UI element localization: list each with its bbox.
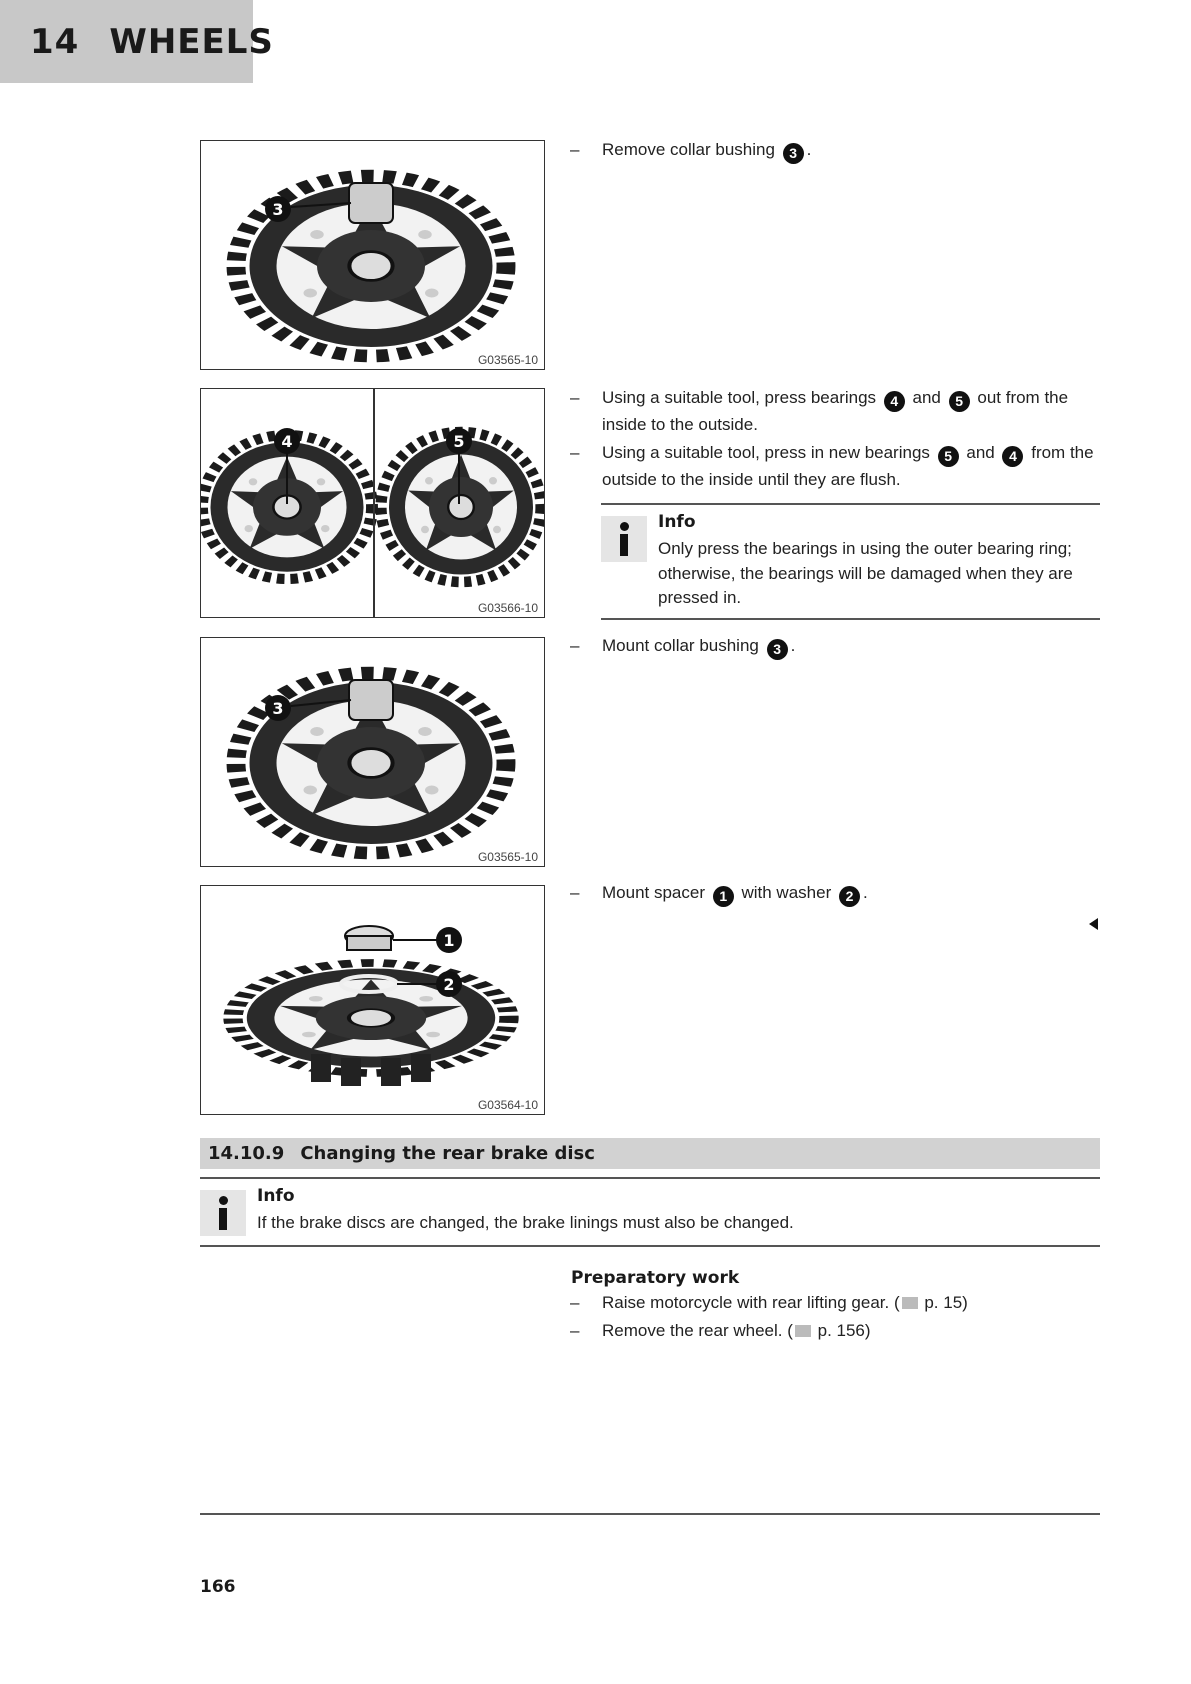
step-end: . <box>862 883 868 902</box>
info-rule-top <box>200 1177 1100 1179</box>
step-text: Using a suitable tool, press bearings <box>602 388 877 407</box>
step-press-bearings-in <box>570 440 1100 492</box>
callout-badge: 2 <box>839 886 860 907</box>
step-remove-collar-bushing <box>570 137 1100 164</box>
step-dash: – <box>570 140 580 159</box>
info-text: Only press the bearings in using the outer bearing ring; otherwise, the bearings will be damaged when they are pressed in. <box>658 539 1073 607</box>
prep-item <box>570 1318 1100 1343</box>
figure-press-bearings <box>200 388 545 618</box>
page-number: 166 <box>200 1577 236 1597</box>
prep-item <box>570 1290 1100 1315</box>
step-text: with washer <box>741 883 832 902</box>
info-rule-bottom <box>601 618 1100 620</box>
section-title: Changing the rear brake disc <box>300 1143 595 1164</box>
page-reference-link[interactable]: p. 15) <box>924 1293 968 1312</box>
figure-code: G03566-10 <box>477 601 538 615</box>
sprocket-spacer-illustration <box>201 886 545 1115</box>
step-text: Remove collar bushing <box>602 140 775 159</box>
step-text: and <box>912 388 941 407</box>
figure-mount-collar-bushing <box>200 637 545 867</box>
callout-badge: 3 <box>767 639 788 660</box>
chapter-number: 14 <box>30 21 80 62</box>
step-text: Mount spacer <box>602 883 705 902</box>
info-text: If the brake discs are changed, the brake linings must also be changed. <box>257 1213 794 1232</box>
page-reference-link[interactable]: p. 156) <box>817 1321 871 1340</box>
figure-code: G03564-10 <box>477 1098 538 1112</box>
step-dash: – <box>570 443 580 462</box>
step-dash: – <box>570 883 580 902</box>
callout-badge: 3 <box>783 143 804 164</box>
section-heading <box>200 1138 1100 1169</box>
step-text: from the outside to the inside until they are flush. <box>602 443 1094 489</box>
info-heading: Info <box>257 1186 295 1206</box>
info-rule-top <box>601 503 1100 505</box>
callout-label: 5 <box>453 432 465 451</box>
step-mount-spacer <box>570 880 1100 907</box>
prep-text: Raise motorcycle with rear lifting gear. ( <box>602 1293 900 1312</box>
chapter-tab <box>0 0 274 83</box>
callout-label: 3 <box>272 699 284 718</box>
end-of-procedure-marker <box>1089 918 1098 930</box>
section-number: 14.10.9 <box>208 1143 285 1164</box>
step-text: Mount collar bushing <box>602 636 759 655</box>
step-text: out from the inside to the outside. <box>602 388 1069 434</box>
step-dash: – <box>570 1321 580 1340</box>
footer-rule <box>200 1513 1100 1515</box>
callout-badge: 4 <box>884 391 905 412</box>
figure-mount-spacer <box>200 885 545 1115</box>
chapter-title: WHEELS <box>109 21 274 62</box>
callout-badge: 4 <box>1002 446 1023 467</box>
callout-label: 4 <box>281 432 293 451</box>
info-heading: Info <box>658 512 696 532</box>
info-rule-bottom <box>200 1245 1100 1247</box>
sprocket-illustration <box>201 638 545 867</box>
callout-badge: 5 <box>949 391 970 412</box>
step-text: and <box>966 443 995 462</box>
callout-label: 1 <box>443 931 455 950</box>
callout-label: 2 <box>443 975 455 994</box>
step-dash: – <box>570 1293 580 1312</box>
book-reference-icon <box>795 1325 811 1337</box>
step-dash: – <box>570 636 580 655</box>
sprocket-illustration <box>201 141 545 370</box>
figure-code: G03565-10 <box>477 850 538 864</box>
step-end: . <box>806 140 812 159</box>
step-text: Using a suitable tool, press in new bearings <box>602 443 930 462</box>
info-icon <box>601 516 647 562</box>
step-end: . <box>790 636 796 655</box>
step-mount-collar-bushing <box>570 633 1100 660</box>
preparatory-work-heading: Preparatory work <box>571 1268 740 1288</box>
callout-badge: 5 <box>938 446 959 467</box>
callout-badge: 1 <box>713 886 734 907</box>
info-icon <box>200 1190 246 1236</box>
callout-label: 3 <box>272 200 284 219</box>
figure-code: G03565-10 <box>477 353 538 367</box>
step-dash: – <box>570 388 580 407</box>
book-reference-icon <box>902 1297 918 1309</box>
figure-remove-collar-bushing <box>200 140 545 370</box>
prep-text: Remove the rear wheel. ( <box>602 1321 793 1340</box>
figure-divider <box>373 389 375 617</box>
step-press-bearings-out <box>570 385 1100 437</box>
